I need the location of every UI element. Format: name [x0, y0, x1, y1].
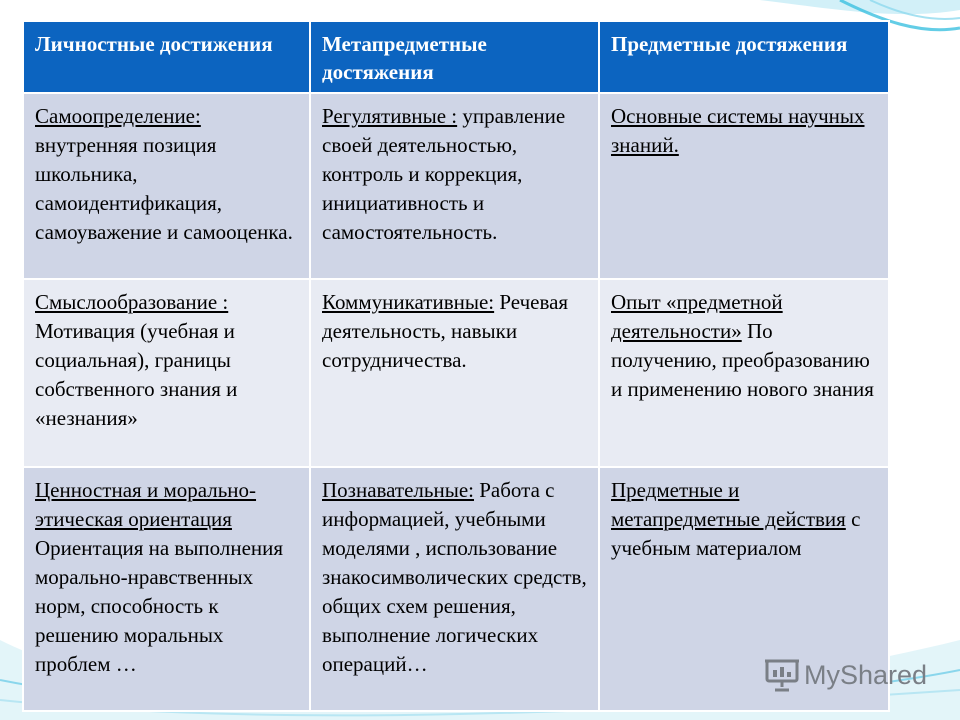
- header-personal: Личностные достижения: [23, 21, 310, 93]
- cell-body: Речевая деятельность, навыки сотрудничества.: [322, 290, 569, 372]
- table-row: [23, 467, 889, 711]
- presentation-board-icon: [764, 658, 800, 692]
- cell-body: внутренняя позиция школьника, самоидентификация, самоуважение и самооценка.: [35, 133, 293, 244]
- table-cell: [23, 93, 310, 279]
- table-cell: [310, 467, 599, 711]
- cell-title: Смыслообразование :: [35, 290, 229, 314]
- cell-title: Основные системы научных знаний.: [611, 104, 865, 157]
- table-cell: [599, 279, 889, 467]
- table-cell: [23, 279, 310, 467]
- table-cell: [23, 467, 310, 711]
- table-row: [23, 93, 889, 279]
- myshared-watermark: [764, 655, 934, 695]
- cell-title: Опыт «предметной деятельности»: [611, 290, 783, 343]
- cell-title: Предметные и метапредметные действия: [611, 478, 846, 531]
- cell-body: Ориентация на выполнения морально-нравственных норм, способность к решению моральных проблем …: [35, 536, 284, 676]
- cell-title: Ценностная и морально-этическая ориентация: [35, 478, 257, 531]
- table-header-row: [23, 21, 889, 93]
- cell-body: По получению, преобразованию и применению нового знания: [611, 319, 874, 401]
- header-metasubject: Метапредметные достяжения: [310, 21, 599, 93]
- cell-title: Познавательные:: [322, 478, 474, 502]
- header-subject: Предметные достяжения: [599, 21, 889, 93]
- achievements-table: [22, 20, 890, 712]
- cell-body: Работа с информацией, учебными моделями , использование знакосимволических средств, общих схем решения, выполнение логических операций…: [322, 478, 587, 676]
- cell-body: Мотивация (учебная и социальная), границы собственного знания и «незнания»: [35, 319, 238, 430]
- cell-body: управление своей деятельностью, контроль и коррекция, инициативность и самостоятельность.: [322, 104, 566, 244]
- cell-title: Коммуникативные:: [322, 290, 495, 314]
- cell-title: Самоопределение:: [35, 104, 201, 128]
- table-row: [23, 279, 889, 467]
- table-cell: [599, 93, 889, 279]
- cell-body: с учебным материалом: [611, 507, 861, 560]
- table-cell: [310, 93, 599, 279]
- table-cell: [310, 279, 599, 467]
- watermark-text: MyShared: [804, 659, 928, 690]
- cell-title: Регулятивные :: [322, 104, 458, 128]
